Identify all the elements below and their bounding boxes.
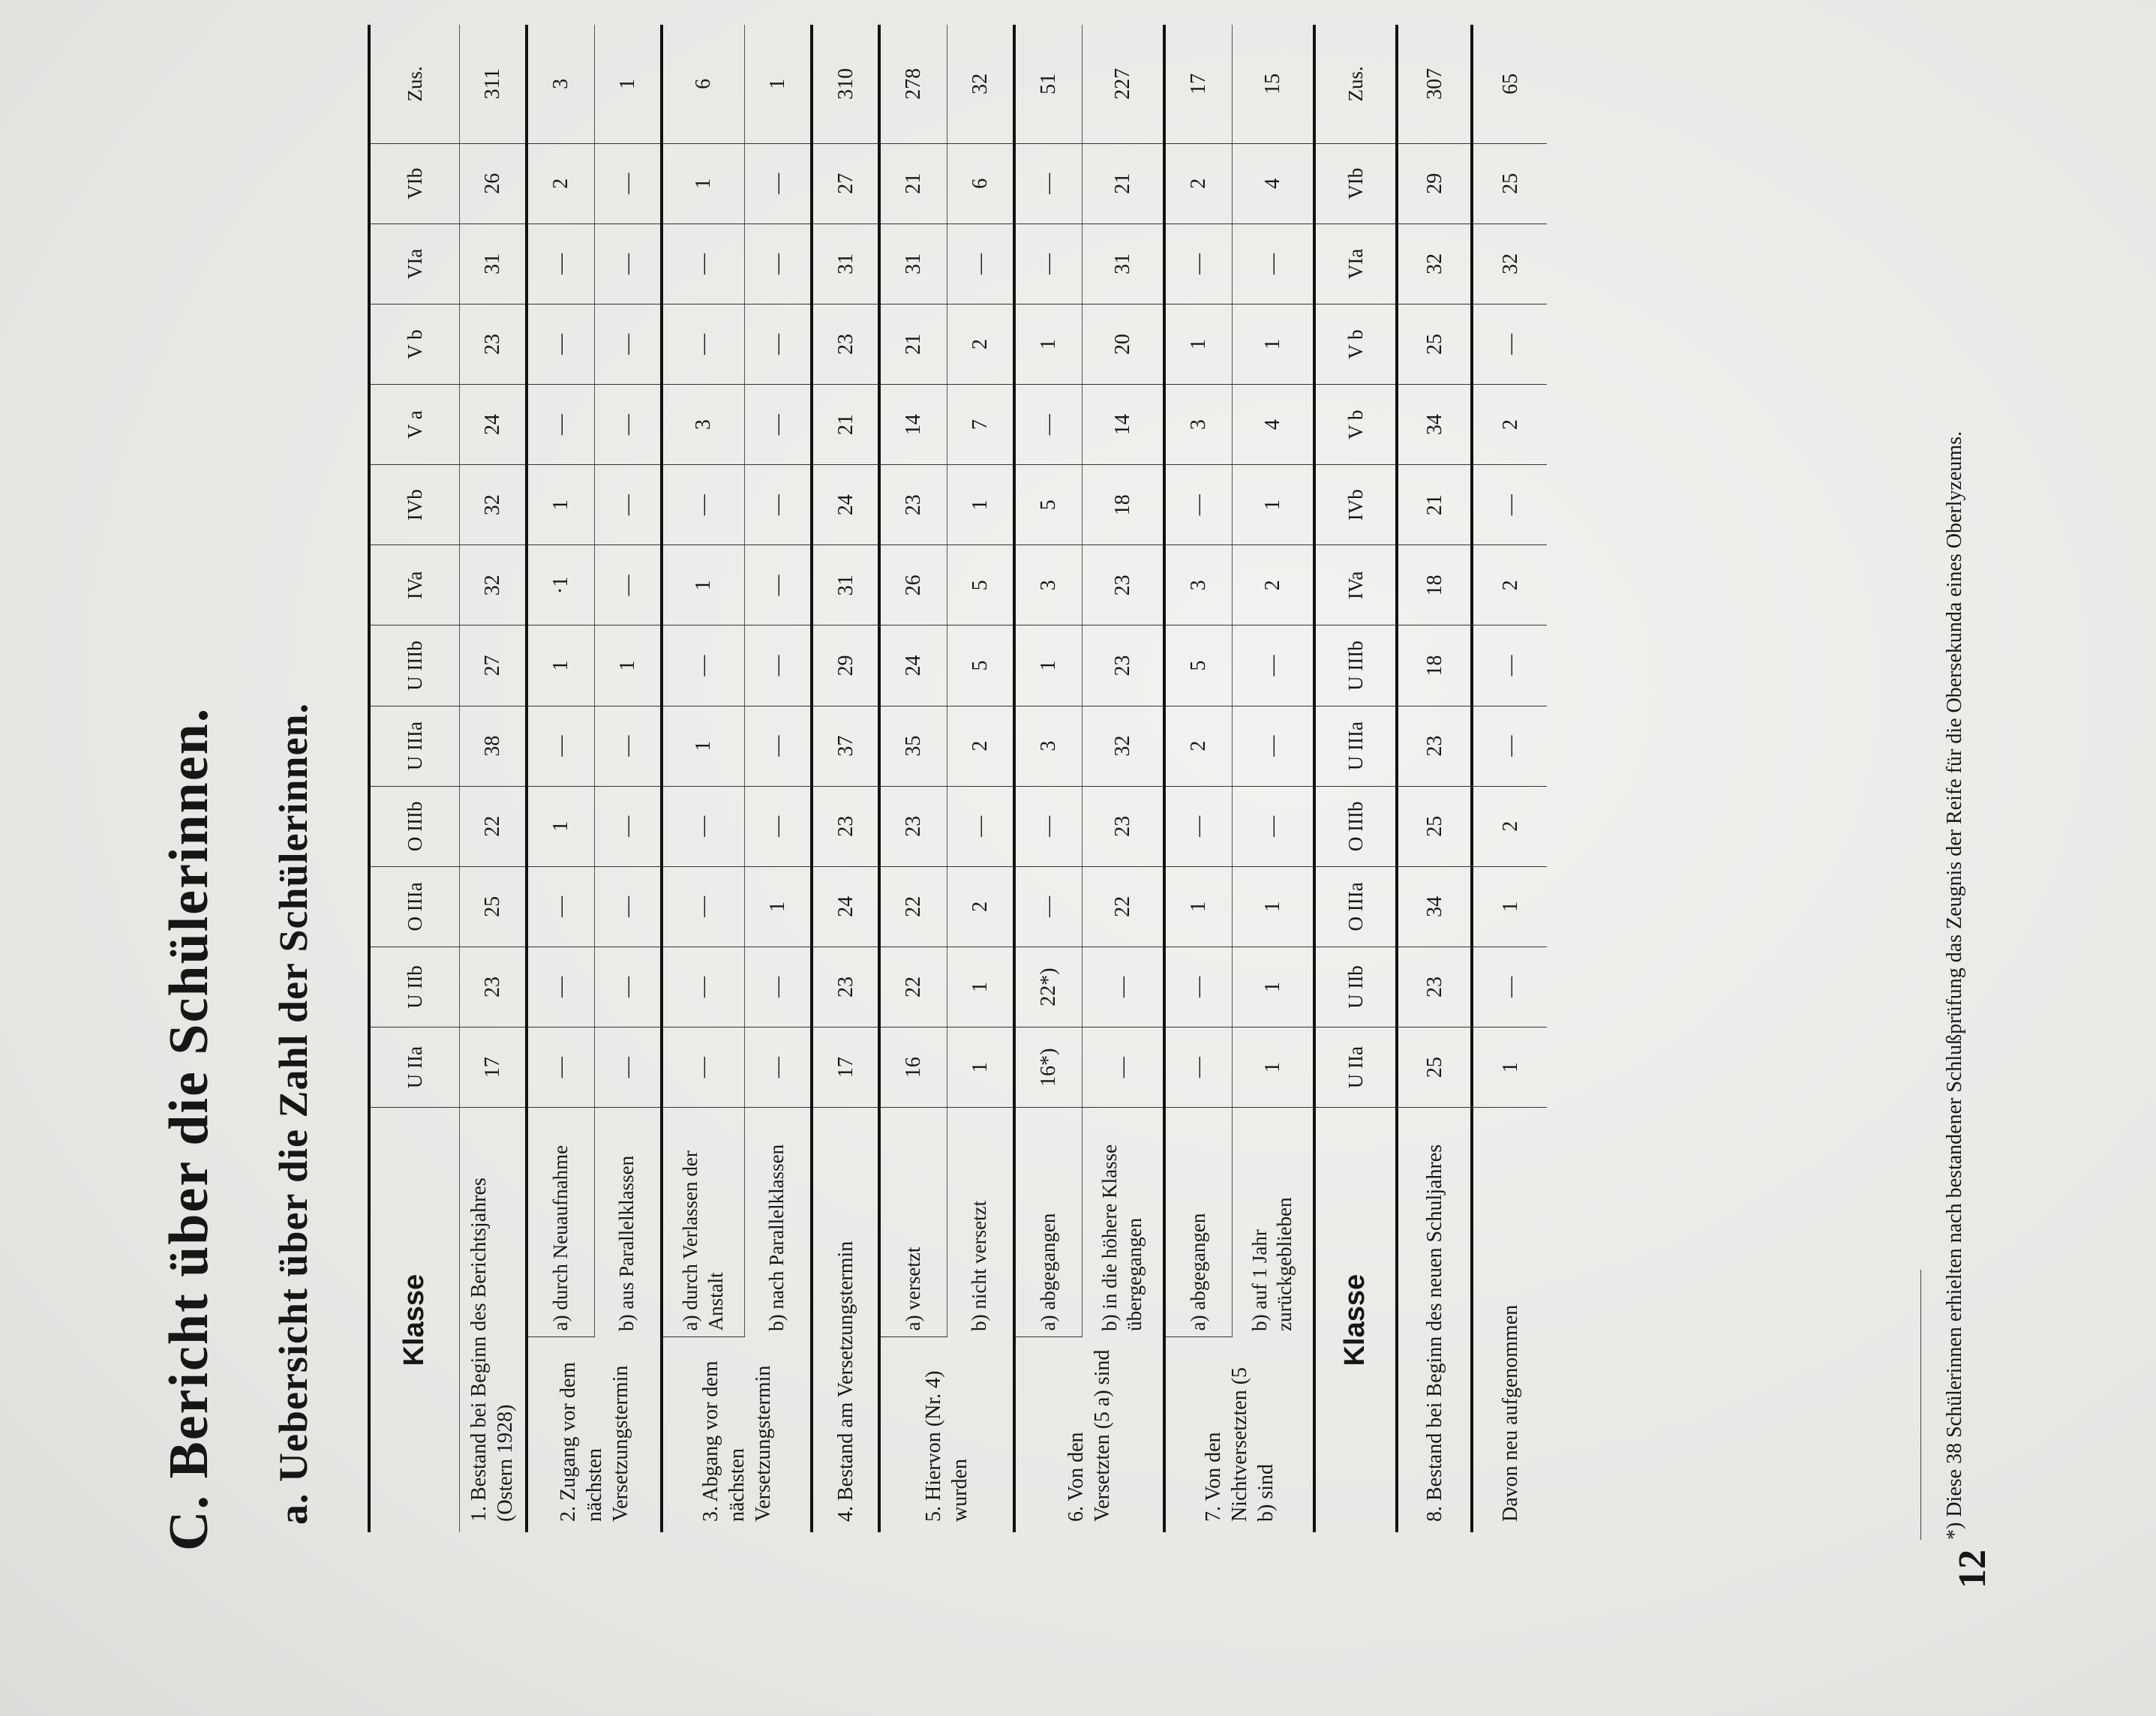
table2-cell: 21: [1397, 465, 1472, 545]
table1-cell: 2: [1164, 706, 1232, 786]
table1-cell: 6: [662, 25, 744, 143]
row-label: 7. Von den Nichtversetzten (5 b) sind: [1164, 1337, 1314, 1532]
row-label: Davon neu aufgenommen: [1472, 1108, 1547, 1532]
class-header: O IIIb: [369, 786, 459, 866]
class-header: U IIb: [1314, 946, 1397, 1027]
table1-cell: 15: [1232, 25, 1314, 143]
table1-cell: 21: [812, 385, 879, 465]
table1-cell: 21: [879, 304, 947, 384]
table1-cell: —: [744, 304, 812, 384]
footnote-rule: [1920, 1270, 1921, 1540]
table1-cell: —: [662, 786, 744, 866]
table2-row: [1472, 25, 1547, 1532]
klasse-header: Klasse: [1314, 1108, 1397, 1532]
table1-cell: 3: [527, 25, 594, 143]
table1-cell: ·1: [527, 545, 594, 626]
table1-cell: —: [744, 385, 812, 465]
table1-cell: —: [594, 385, 662, 465]
table1-cell: —: [947, 224, 1014, 304]
table1-cell: —: [662, 304, 744, 384]
table1-cell: —: [744, 224, 812, 304]
table1-cell: 1: [744, 866, 812, 946]
table1-cell: 3: [662, 385, 744, 465]
row-label: 3. Abgang vor dem nächsten Versetzungstermin: [662, 1337, 812, 1532]
table1-cell: 38: [459, 706, 527, 786]
class-header: O IIIa: [369, 866, 459, 946]
class-header: U IIb: [369, 946, 459, 1027]
table1-row: [662, 25, 744, 1532]
class-header: U IIIb: [369, 626, 459, 706]
table1-cell: —: [1232, 786, 1314, 866]
class-header: IVa: [369, 545, 459, 626]
table1-cell: 4: [1232, 143, 1314, 224]
table1-cell: 23: [459, 946, 527, 1027]
table2-cell: 23: [1397, 706, 1472, 786]
table1-cell: —: [1014, 866, 1082, 946]
table1-cell: 23: [459, 304, 527, 384]
table1-cell: —: [1014, 224, 1082, 304]
page-number: 12: [1951, 1550, 1994, 1588]
table1-cell: 22: [879, 946, 947, 1027]
table1-cell: —: [527, 946, 594, 1027]
table2-cell: 34: [1397, 385, 1472, 465]
table1-cell: 20: [1082, 304, 1164, 384]
table1-cell: —: [1164, 1028, 1232, 1108]
table1-cell: 1: [527, 786, 594, 866]
table1-cell: 1: [947, 465, 1014, 545]
table1-cell: 5: [1014, 465, 1082, 545]
class-header: IVb: [1314, 465, 1397, 545]
table2-cell: —: [1472, 946, 1547, 1027]
table1-cell: 1: [527, 626, 594, 706]
table2-cell: —: [1472, 304, 1547, 384]
table1-cell: —: [1232, 706, 1314, 786]
table1-row: [879, 25, 947, 1532]
row-label: 4. Bestand am Versetzungstermin: [812, 1108, 879, 1532]
table1-cell: 24: [459, 385, 527, 465]
row-label: 6. Von den Versetzten (5 a) sind: [1014, 1337, 1164, 1532]
class-header: U IIIa: [1314, 706, 1397, 786]
class-header: O IIIb: [1314, 786, 1397, 866]
table2-cell: 2: [1472, 385, 1547, 465]
table1-cell: —: [744, 706, 812, 786]
table1-cell: 21: [1082, 143, 1164, 224]
class-header: VIa: [1314, 224, 1397, 304]
table2-cell: —: [1472, 465, 1547, 545]
row-sublabel: a) durch Neuaufnahme: [527, 1108, 594, 1337]
table1-cell: —: [1232, 626, 1314, 706]
table1-cell: 17: [1164, 25, 1232, 143]
table1-cell: —: [527, 304, 594, 384]
table1-cell: 35: [879, 706, 947, 786]
table1-cell: 2: [947, 866, 1014, 946]
row-sublabel: b) aus Parallelklassen: [594, 1108, 662, 1337]
table1-cell: —: [744, 626, 812, 706]
table2-cell: —: [1472, 706, 1547, 786]
class-header: Zus.: [1314, 25, 1397, 143]
table1-cell: 21: [879, 143, 947, 224]
table1-cell: —: [744, 465, 812, 545]
table2-cell: —: [1472, 626, 1547, 706]
table1-cell: 14: [1082, 385, 1164, 465]
row-sublabel: a) abgegangen: [1014, 1108, 1082, 1337]
table1-cell: 16*): [1014, 1028, 1082, 1108]
table1-row: [594, 25, 662, 1532]
table1-cell: 17: [459, 1028, 527, 1108]
table1-cell: 3: [1164, 545, 1232, 626]
table1-cell: —: [1164, 465, 1232, 545]
class-header: VIa: [369, 224, 459, 304]
row-sublabel: a) versetzt: [879, 1108, 947, 1337]
table1-cell: 1: [1232, 1028, 1314, 1108]
table1-cell: 1: [1232, 304, 1314, 384]
row-sublabel: a) abgegangen: [1164, 1108, 1232, 1337]
row-sublabel: b) in die höhere Klasse übergegangen: [1082, 1108, 1164, 1337]
table1-cell: 2: [947, 304, 1014, 384]
table1-cell: —: [662, 946, 744, 1027]
table1-cell: 1: [1232, 866, 1314, 946]
table2-cell: 1: [1472, 1028, 1547, 1108]
table1-cell: —: [594, 143, 662, 224]
table1-cell: 24: [812, 866, 879, 946]
table1-cell: —: [594, 1028, 662, 1108]
table1-cell: —: [594, 866, 662, 946]
table1-cell: 22: [1082, 866, 1164, 946]
table1-cell: —: [1014, 143, 1082, 224]
table1-cell: 22*): [1014, 946, 1082, 1027]
class-header: U IIa: [369, 1028, 459, 1108]
table1-cell: 2: [1232, 545, 1314, 626]
table2-cell: 23: [1397, 946, 1472, 1027]
table2-cell: 18: [1397, 545, 1472, 626]
table1-cell: 23: [1082, 786, 1164, 866]
table2-cell: 34: [1397, 866, 1472, 946]
subsection-heading: a. Uebersicht über die Zahl der Schülerinnen.: [271, 702, 316, 1525]
row-label: 5. Hiervon (Nr. 4) wurden: [879, 1337, 1014, 1532]
table1-cell: —: [527, 1028, 594, 1108]
table1-cell: —: [744, 946, 812, 1027]
table1-cell: 26: [459, 143, 527, 224]
table2-cell: 25: [1397, 304, 1472, 384]
table1-cell: 3: [1164, 385, 1232, 465]
table2-cell: 32: [1397, 224, 1472, 304]
table1-cell: 1: [947, 946, 1014, 1027]
table1-cell: —: [527, 224, 594, 304]
table1-cell: 310: [812, 25, 879, 143]
table2-cell: 29: [1397, 143, 1472, 224]
table1-cell: 3: [1014, 706, 1082, 786]
table1-cell: —: [947, 786, 1014, 866]
table1-row: [1232, 25, 1314, 1532]
table1-cell: —: [744, 545, 812, 626]
table1-cell: —: [594, 304, 662, 384]
table2-cell: 2: [1472, 786, 1547, 866]
footnote: *) Diese 38 Schülerinnen erhielten nach bestandener Schlußprüfung das Zeugnis der Reife für die Obersekunda eines Oberlyzeums.: [1943, 430, 1966, 1540]
table1-cell: 25: [459, 866, 527, 946]
table1-cell: 18: [1082, 465, 1164, 545]
table2-cell: 2: [1472, 545, 1547, 626]
table2-cell: 307: [1397, 25, 1472, 143]
table1-cell: 16: [879, 1028, 947, 1108]
table1-cell: 32: [459, 545, 527, 626]
klasse-header: Klasse: [369, 1108, 459, 1532]
table1-cell: 1: [1164, 304, 1232, 384]
table2-cell: 25: [1397, 1028, 1472, 1108]
table1-cell: 14: [879, 385, 947, 465]
table1-cell: 2: [1164, 143, 1232, 224]
table2-cell: 25: [1472, 143, 1547, 224]
table1-cell: 32: [1082, 706, 1164, 786]
table1-cell: —: [527, 706, 594, 786]
table1-cell: 24: [879, 626, 947, 706]
table2-cell: 32: [1472, 224, 1547, 304]
table1-cell: —: [594, 224, 662, 304]
class-header: V b: [1314, 304, 1397, 384]
row-sublabel: a) durch Verlassen der Anstalt: [662, 1108, 744, 1337]
table1-cell: 17: [812, 1028, 879, 1108]
table1-cell: 23: [1082, 545, 1164, 626]
table1-row: [1164, 25, 1232, 1532]
table1-row: [744, 25, 812, 1532]
table1-row: [1014, 25, 1082, 1532]
table1-cell: —: [1082, 1028, 1164, 1108]
table1-cell: —: [662, 465, 744, 545]
section-heading: C. Bericht über die Schülerinnen.: [158, 706, 220, 1551]
row-sublabel: b) nach Parallelklassen: [744, 1108, 812, 1337]
table1-cell: —: [1082, 946, 1164, 1027]
table1-cell: 31: [812, 224, 879, 304]
table1-cell: 22: [879, 866, 947, 946]
table1-cell: 23: [812, 946, 879, 1027]
table1-cell: 5: [947, 626, 1014, 706]
table1-cell: —: [662, 866, 744, 946]
table1-cell: —: [744, 143, 812, 224]
row-label: 8. Bestand bei Beginn des neuen Schuljahres: [1397, 1108, 1472, 1532]
table1-cell: —: [662, 626, 744, 706]
table1-cell: 311: [459, 25, 527, 143]
table1-cell: 1: [662, 706, 744, 786]
table1-row: [947, 25, 1014, 1532]
row-label: 1. Bestand bei Beginn des Berichtsjahres (Ostern 1928): [459, 1108, 527, 1532]
table1-cell: —: [744, 1028, 812, 1108]
table2-header-row: [1314, 25, 1397, 1532]
table1-header-row: [369, 25, 459, 1532]
table2-cell: 18: [1397, 626, 1472, 706]
table1-cell: —: [594, 786, 662, 866]
table1-cell: 1: [1232, 465, 1314, 545]
table1-cell: 37: [812, 706, 879, 786]
table1-cell: —: [1164, 786, 1232, 866]
table1-cell: 31: [1082, 224, 1164, 304]
class-header: VIb: [369, 143, 459, 224]
table1-cell: 7: [947, 385, 1014, 465]
table1-cell: 1: [744, 25, 812, 143]
class-header: O IIIa: [1314, 866, 1397, 946]
table1-cell: 23: [879, 786, 947, 866]
table2-cell: 1: [1472, 866, 1547, 946]
class-header: U IIIb: [1314, 626, 1397, 706]
table1-cell: 23: [812, 786, 879, 866]
table1-cell: 5: [947, 545, 1014, 626]
table1-cell: 31: [459, 224, 527, 304]
table1-cell: 2: [947, 706, 1014, 786]
table1-cell: 51: [1014, 25, 1082, 143]
table1-row: [812, 25, 879, 1532]
class-header: U IIIa: [369, 706, 459, 786]
table1-cell: 27: [459, 626, 527, 706]
table1-row: [459, 25, 527, 1532]
table1-cell: 1: [1014, 626, 1082, 706]
table1-cell: 23: [879, 465, 947, 545]
table1-cell: 32: [459, 465, 527, 545]
row-sublabel: b) auf 1 Jahr zurückgeblieben: [1232, 1108, 1314, 1337]
table1-cell: 4: [1232, 385, 1314, 465]
class-header: V b: [369, 304, 459, 384]
table1-cell: 23: [1082, 626, 1164, 706]
table1-cell: 1: [594, 626, 662, 706]
table1-cell: 1: [947, 1028, 1014, 1108]
table1-cell: 227: [1082, 25, 1164, 143]
table1-cell: 24: [812, 465, 879, 545]
table1-cell: 1: [527, 465, 594, 545]
table1-cell: —: [662, 1028, 744, 1108]
table1-cell: —: [594, 545, 662, 626]
table1-cell: —: [594, 946, 662, 1027]
table1-cell: 1: [662, 143, 744, 224]
table1-cell: 23: [812, 304, 879, 384]
row-sublabel: b) nicht versetzt: [947, 1108, 1014, 1337]
table1-cell: 6: [947, 143, 1014, 224]
table1-cell: —: [1164, 946, 1232, 1027]
table1-cell: —: [662, 224, 744, 304]
class-header: IVa: [1314, 545, 1397, 626]
table1-cell: 278: [879, 25, 947, 143]
table2-row: [1397, 25, 1472, 1532]
table1-cell: 2: [527, 143, 594, 224]
table1-cell: 1: [594, 25, 662, 143]
table1-cell: —: [594, 706, 662, 786]
table1-cell: 1: [1232, 946, 1314, 1027]
table1-cell: 27: [812, 143, 879, 224]
class-header: U IIa: [1314, 1028, 1397, 1108]
table1-cell: 31: [879, 224, 947, 304]
table1-cell: —: [744, 786, 812, 866]
table2-cell: 65: [1472, 25, 1547, 143]
table1-cell: 31: [812, 545, 879, 626]
table1-cell: 26: [879, 545, 947, 626]
table1-cell: 1: [1164, 866, 1232, 946]
table2-cell: 25: [1397, 786, 1472, 866]
table1-cell: 32: [947, 25, 1014, 143]
table1-cell: 22: [459, 786, 527, 866]
table1-row: [527, 25, 594, 1532]
table1-cell: —: [594, 465, 662, 545]
table1-cell: 1: [662, 545, 744, 626]
class-header: VIb: [1314, 143, 1397, 224]
table1-row: [1082, 25, 1164, 1532]
table1-cell: 1: [1014, 304, 1082, 384]
table1-cell: —: [1232, 224, 1314, 304]
table1-cell: —: [1014, 786, 1082, 866]
table1-cell: —: [1164, 224, 1232, 304]
table1-cell: —: [527, 866, 594, 946]
row-label: 2. Zugang vor dem nächsten Versetzungstermin: [527, 1337, 662, 1532]
class-header: IVb: [369, 465, 459, 545]
table1-cell: 5: [1164, 626, 1232, 706]
student-count-table: [368, 25, 1547, 1532]
table1-cell: —: [1014, 385, 1082, 465]
table1-cell: 29: [812, 626, 879, 706]
table1-cell: 3: [1014, 545, 1082, 626]
class-header: Zus.: [369, 25, 459, 143]
class-header: V b: [1314, 385, 1397, 465]
class-header: V a: [369, 385, 459, 465]
table1-cell: —: [527, 385, 594, 465]
